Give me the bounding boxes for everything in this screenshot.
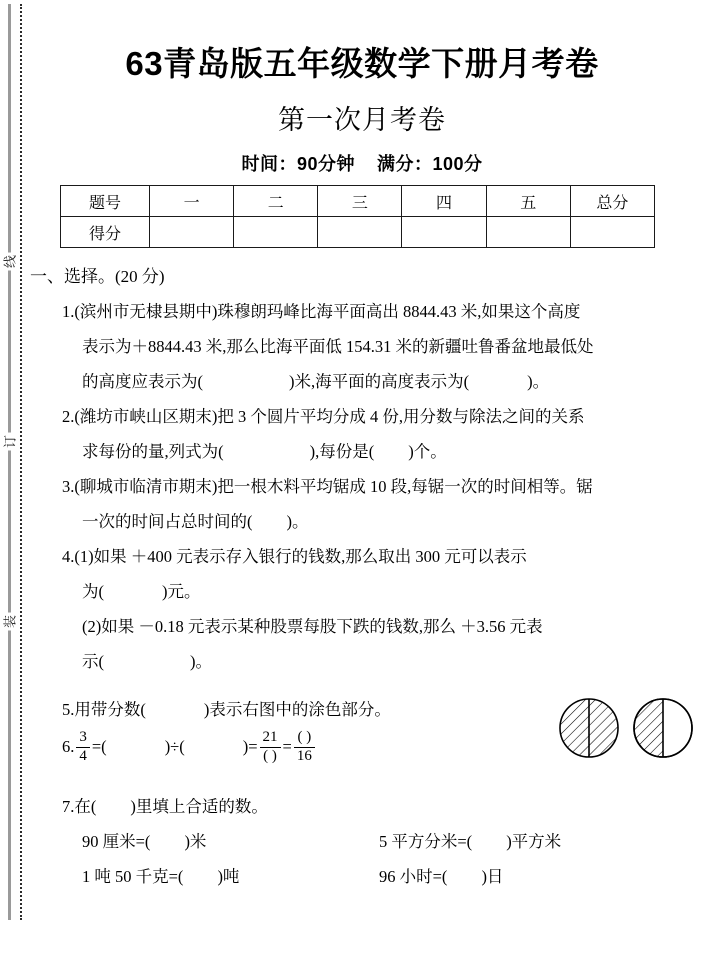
fraction-three-quarters: $\frac{3}{4}$ bbox=[76, 730, 90, 765]
question-1-line-2: 表示为＋8844.43 米,那么比海平面低 154.31 米的新疆吐鲁番盆地最低处 bbox=[82, 337, 594, 356]
question-4-line-4: 示( )。 bbox=[82, 652, 212, 671]
question-5-line-1: 5.用带分数( )表示右图中的涂色部分。 bbox=[62, 700, 391, 719]
question-1 bbox=[62, 294, 687, 399]
score-table-row-label-question: 题号 bbox=[61, 186, 150, 217]
section-heading-choice bbox=[30, 262, 165, 287]
score-table-header-2: 二 bbox=[234, 186, 318, 217]
score-table-header-1: 一 bbox=[150, 186, 234, 217]
question-4-line-3: (2)如果 －0.18 元表示某种股票每股下跌的钱数,那么 ＋3.56 元表 bbox=[82, 617, 543, 636]
margin-mark-bind: 装 bbox=[1, 613, 20, 631]
question-6-number: 6. bbox=[62, 737, 75, 756]
score-cell-1[interactable] bbox=[150, 217, 234, 248]
score-cell-2[interactable] bbox=[234, 217, 318, 248]
question-3-line-2: 一次的时间占总时间的( )。 bbox=[82, 512, 309, 531]
question-7 bbox=[62, 789, 687, 894]
score-table-header-5: 五 bbox=[486, 186, 570, 217]
two-circles-figure bbox=[558, 697, 694, 759]
exam-meta bbox=[0, 150, 724, 176]
conversion-right-1: 5 平方分米=( )平方米 bbox=[379, 832, 562, 851]
question-7-conversion-row-2 bbox=[62, 859, 687, 894]
question-2-line-1: 2.(潍坊市峡山区期末)把 3 个圆片平均分成 4 份,用分数与除法之间的关系 bbox=[62, 407, 585, 426]
question-3-number: 3. bbox=[62, 477, 75, 496]
fraction-blank-over-sixteen: $\frac{( )}{16}$ bbox=[294, 730, 315, 765]
section-heading-label: 一、选择。 bbox=[30, 267, 115, 286]
score-cell-4[interactable] bbox=[402, 217, 486, 248]
question-7-conversion-row-1 bbox=[62, 824, 687, 859]
score-cell-5[interactable] bbox=[486, 217, 570, 248]
question-4-line-2: 为( )元。 bbox=[82, 582, 201, 601]
score-table-header-total: 总分 bbox=[570, 186, 654, 217]
exam-time: 时间：90分钟 bbox=[241, 154, 355, 174]
question-2 bbox=[62, 399, 687, 469]
question-2-number: 2. bbox=[62, 407, 75, 426]
shaded-circles-icon bbox=[558, 697, 694, 759]
question-6-line-1: 6. $\frac{3}{4}$ =( )÷( )= $\frac{21}{( )}$ = $\frac{( )}{16}$ bbox=[62, 729, 687, 765]
question-4 bbox=[62, 539, 687, 679]
conversion-left-1: 90 厘米=( )米 bbox=[82, 832, 207, 851]
conversion-right-2: 96 小时=( )日 bbox=[379, 867, 504, 886]
question-2-line-2: 求每份的量,列式为( ),每份是( )个。 bbox=[82, 442, 447, 461]
score-cell-total[interactable] bbox=[570, 217, 654, 248]
score-table bbox=[60, 185, 655, 248]
margin-mark-line: 线 bbox=[1, 253, 20, 271]
score-table-row-label-score: 得分 bbox=[61, 217, 150, 248]
question-5-number: 5. bbox=[62, 700, 75, 719]
question-7-line-1: 7.在( )里填上合适的数。 bbox=[62, 797, 268, 816]
table-row bbox=[61, 186, 655, 217]
question-1-line-3: 的高度应表示为( )米,海平面的高度表示为( )。 bbox=[82, 372, 550, 391]
question-4-number: 4. bbox=[62, 547, 75, 566]
page-subtitle: 第一次月考卷 bbox=[278, 105, 446, 135]
margin-dotted-rule bbox=[20, 4, 22, 920]
question-3 bbox=[62, 469, 687, 539]
page-title: 63青岛版五年级数学下册月考卷 bbox=[125, 45, 599, 82]
conversion-left-2: 1 吨 50 千克=( )吨 bbox=[82, 867, 240, 886]
table-row bbox=[61, 217, 655, 248]
score-table-header-4: 四 bbox=[402, 186, 486, 217]
question-4-line-1: 4.(1)如果 ＋400 元表示存入银行的钱数,那么取出 300 元可以表示 bbox=[62, 547, 527, 566]
score-table-header-3: 三 bbox=[318, 186, 402, 217]
question-3-line-1: 3.(聊城市临清市期末)把一根木料平均锯成 10 段,每锯一次的时间相等。锯 bbox=[62, 477, 593, 496]
margin-mark-staple: 订 bbox=[1, 433, 20, 451]
question-1-line-1: 1.(滨州市无棣县期中)珠穆朗玛峰比海平面高出 8844.43 米,如果这个高度 bbox=[62, 302, 581, 321]
exam-total-score: 满分：100分 bbox=[376, 154, 483, 174]
margin-solid-rule bbox=[8, 4, 11, 920]
section-heading-points: (20 分) bbox=[115, 267, 165, 286]
fraction-twentyone-over-blank: $\frac{21}{( )}$ bbox=[260, 730, 281, 765]
question-7-number: 7. bbox=[62, 797, 75, 816]
score-cell-3[interactable] bbox=[318, 217, 402, 248]
question-1-number: 1. bbox=[62, 302, 75, 321]
